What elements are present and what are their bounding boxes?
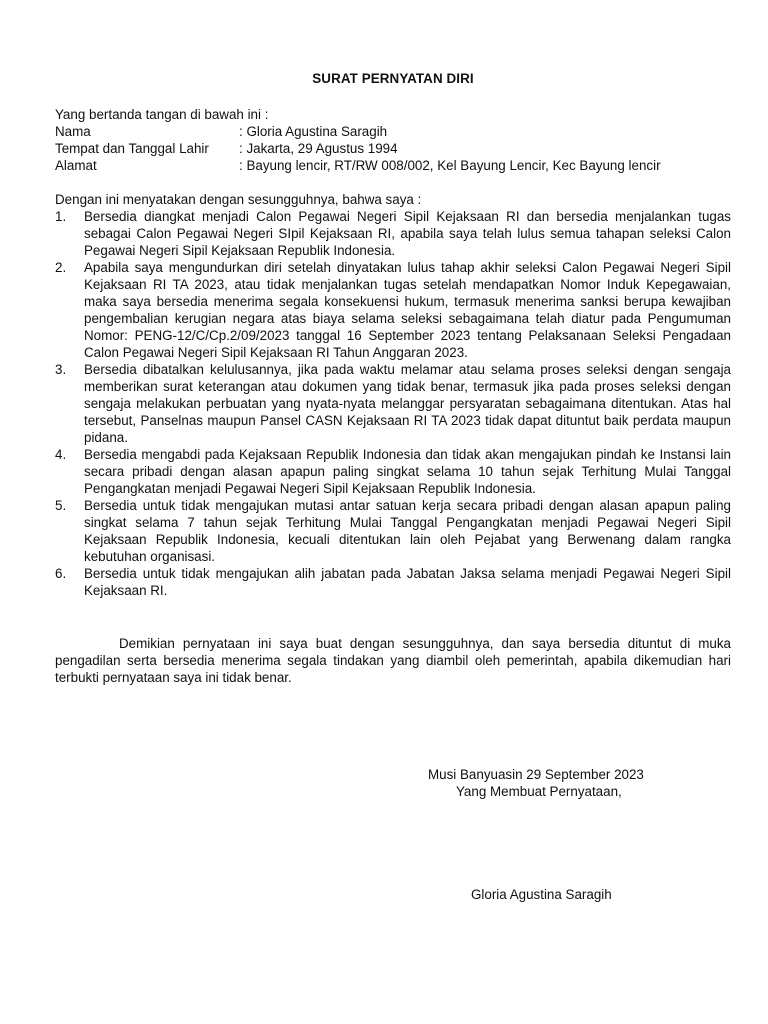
list-item — [55, 208, 731, 259]
letter-body — [55, 70, 731, 699]
list-text: Bersedia untuk tidak mengajukan alih jabatan pada Jabatan Jaksa selama menjadi Pegawai Negeri Sipil Kejaksaan RI. — [84, 566, 731, 598]
list-item — [55, 361, 731, 446]
statement-list — [55, 208, 731, 599]
identity-row-birth — [55, 140, 731, 157]
list-number: 5. — [55, 498, 67, 513]
identity-value: : Jakarta, 29 Agustus 1994 — [239, 141, 398, 156]
signature-block — [428, 766, 688, 800]
signature-place-date: Musi Banyuasin 29 September 2023 — [428, 767, 644, 782]
closing-paragraph: Demikian pernyataan ini saya buat dengan sesungguhnya, dan saya bersedia dituntut di muka pengadilan serta bersedia menerima segala tindakan yang diambil oleh pemerintah, apabila dikemudian hari terbukti pernyataan saya ini tidak benar. — [55, 636, 731, 685]
signatory-name: Gloria Agustina Saragih — [471, 887, 612, 902]
identity-row-name — [55, 123, 731, 140]
list-number: 4. — [55, 447, 67, 462]
list-item — [55, 446, 731, 497]
statement-intro: Dengan ini menyatakan dengan sesungguhnya, bahwa saya : — [55, 192, 422, 207]
identity-row-address — [55, 157, 731, 174]
identity-value: : Bayung lencir, RT/RW 008/002, Kel Bayung Lencir, Kec Bayung lencir — [239, 158, 661, 173]
identity-label: Alamat — [55, 158, 97, 173]
list-number: 3. — [55, 362, 67, 377]
list-item — [55, 565, 731, 599]
identity-label: Nama — [55, 124, 91, 139]
identity-block — [55, 123, 731, 174]
list-number: 1. — [55, 209, 67, 224]
list-number: 2. — [55, 260, 67, 275]
list-item — [55, 497, 731, 565]
list-text: Bersedia dibatalkan kelulusannya, jika pada waktu melamar atau selama proses seleksi dengan sengaja memberikan surat keterangan atau dokumen yang tidak benar, termasuk jika pada proses seleksi dengan sengaja melakukan perbuatan yang nyata-nyata melanggar persyaratan sebagaimana ditentukan. Atas hal tersebut, Panselnas maupun Pansel CASN Kejaksaan RI TA 2023 tidak dapat dituntut baik perdata maupun pidana. — [84, 362, 731, 445]
signature-role: Yang Membuat Pernyataan, — [456, 784, 622, 799]
list-text: Bersedia diangkat menjadi Calon Pegawai Negeri Sipil Kejaksaan RI dan bersedia menjalankan tugas sebagai Calon Pegawai Negeri SIpil Kejaksaan RI, apabila saya telah lulus semua tahapan seleksi Calon Pegawai Negeri Sipil Kejaksaan Republik Indonesia. — [84, 209, 731, 258]
list-text: Apabila saya mengundurkan diri setelah dinyatakan lulus tahap akhir seleksi Calon Pegawai Negeri Sipil Kejaksaan RI TA 2023, atau tidak menjalankan tugas setelah mendapatkan Nomor Induk Kepegawaian, maka saya bersedia menerima segala konsekuensi hukum, termasuk menerima sanksi berupa kewajiban pengembalian kerugian negara atas biaya selama seleksi sebagaimana telah diatur pada Pengumuman Nomor: PENG-12/C/Cp.2/09/2023 tanggal 16 September 2023 tentang Pelaksanaan Seleksi Pengadaan Calon Pegawai Negeri Sipil Kejaksaan RI Tahun Anggaran 2023. — [84, 260, 731, 360]
list-text: Bersedia mengabdi pada Kejaksaan Republik Indonesia dan tidak akan mengajukan pindah ke Instansi lain secara pribadi dengan alasan apapun paling singkat selama 10 tahun sejak Terhitung Mulai Tanggal Pengangkatan menjadi Pegawai Negeri Sipil Kejaksaan Republik Indonesia. — [84, 447, 731, 496]
identity-label: Tempat dan Tanggal Lahir — [55, 141, 209, 156]
document-title: SURAT PERNYATAN DIRI — [312, 71, 474, 86]
opening-line: Yang bertanda tangan di bawah ini : — [55, 107, 269, 122]
list-number: 6. — [55, 566, 67, 581]
list-item — [55, 259, 731, 361]
list-text: Bersedia untuk tidak mengajukan mutasi antar satuan kerja secara pribadi dengan alasan apapun paling singkat selama 7 tahun sejak Terhitung Mulai Tanggal Pengangkatan menjadi Pegawai Negeri Sipil Kejaksaan Republik Indonesia, kecuali ditentukan lain oleh Pejabat yang Berwenang dalam rangka kebutuhan organisasi. — [84, 498, 731, 564]
identity-value: : Gloria Agustina Saragih — [239, 124, 388, 139]
